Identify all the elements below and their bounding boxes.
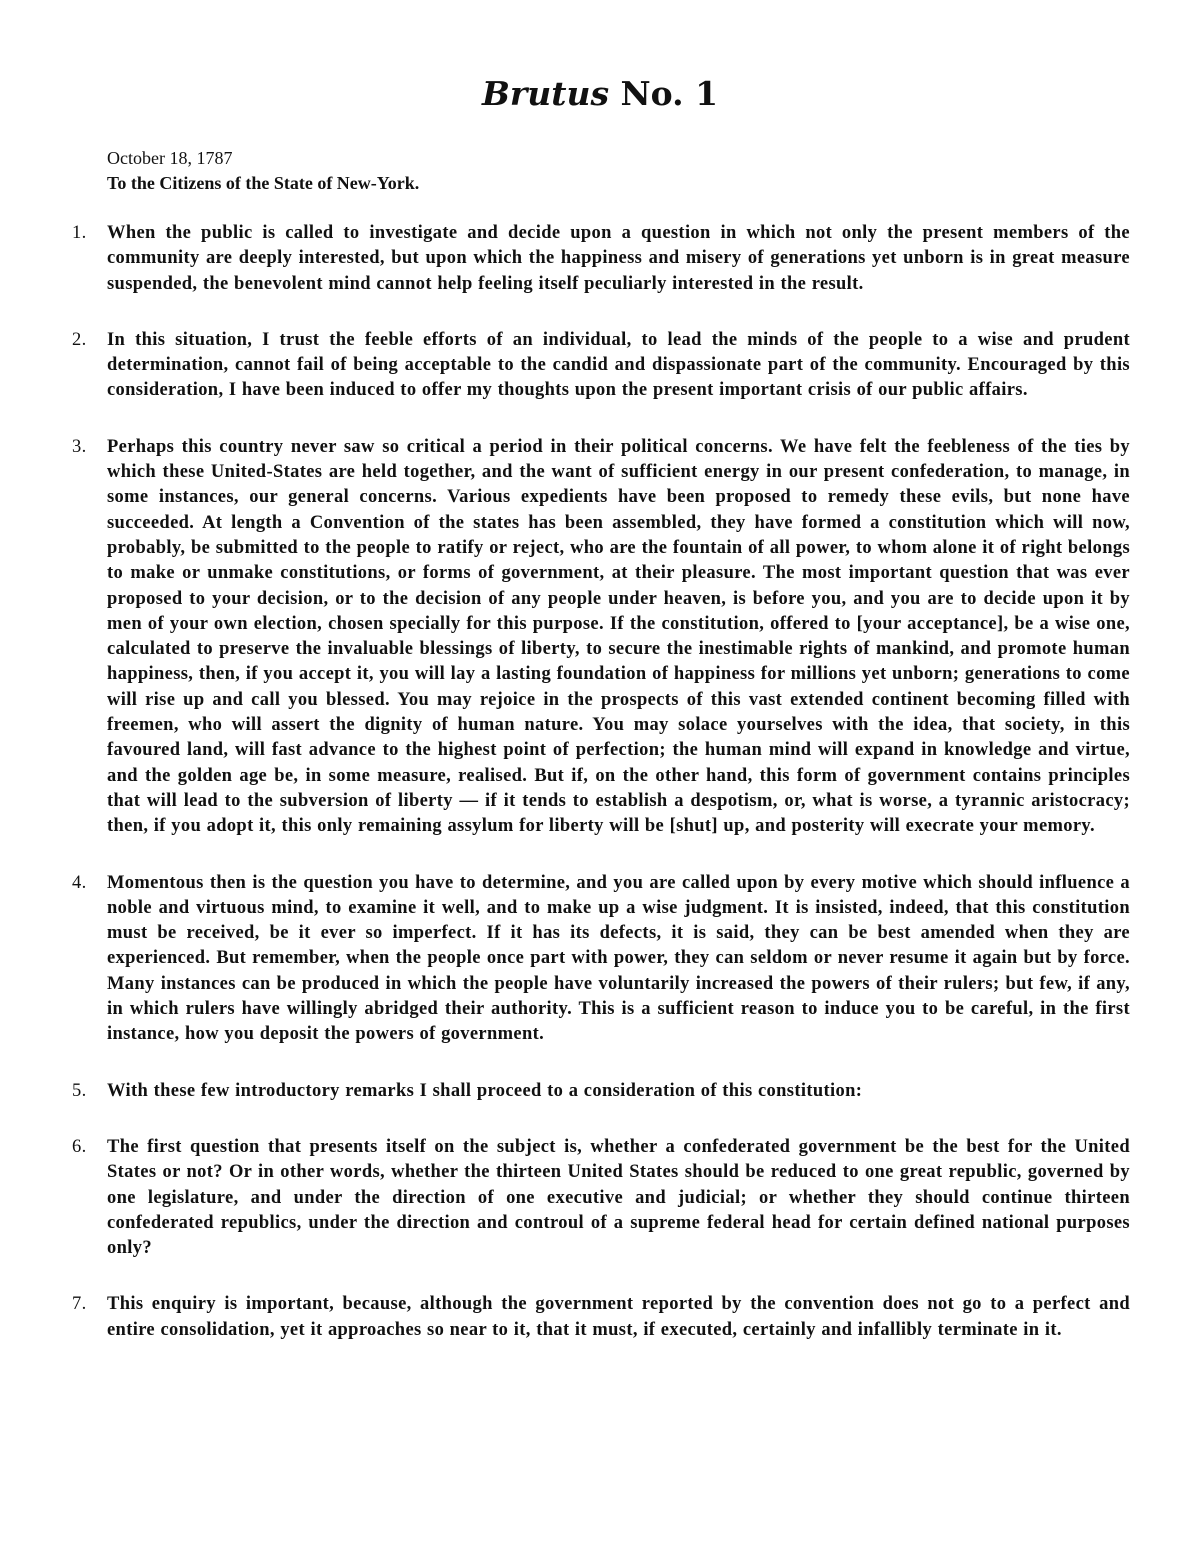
- paragraph-2: [72, 328, 1130, 404]
- paragraph-3: [72, 435, 1130, 840]
- paragraph-5: [72, 1079, 1130, 1104]
- paragraph-text: When the public is called to investigate and decide upon a question in which not only the present members of the community are deeply interested, but upon which the happiness and misery of generations yet unborn is in great measure suspended, the benevolent mind cannot help feeling itself peculiarly interested in the result.: [107, 223, 1130, 294]
- paragraph-number: 3.: [72, 436, 87, 457]
- paragraph-number: 7.: [72, 1294, 87, 1315]
- letter-date: October 18, 1787: [107, 148, 233, 168]
- paragraph-number: 2.: [72, 329, 87, 350]
- title-number-part: No. 1: [609, 74, 719, 113]
- paragraph-1: [72, 221, 1130, 297]
- document-title: [0, 72, 1200, 116]
- paragraph-text: This enquiry is important, because, although the government reported by the convention does not go to a perfect and entire consolidation, yet it approaches so near to it, that it must, if executed, certainly and infallibly terminate in it.: [107, 1294, 1130, 1340]
- paragraph-number: 5.: [72, 1080, 87, 1101]
- title-italic-part: Brutus: [481, 74, 610, 113]
- paragraph-text: Perhaps this country never saw so critical a period in their political concerns. We have felt the feebleness of the ties by which these United-States are held together, and the want of sufficient energy in our present confederation, to manage, in some instances, our general concerns. Various expedients have been proposed to remedy these evils, but none have succeeded. At length a Convention of the states has been assembled, they have formed a constitution which will now, probably, be submitted to the people to ratify or reject, who are the fountain of all power, to whom alone it of right belongs to make or unmake constitutions, or forms of government, at their pleasure. The most important question that was ever proposed to your decision, or to the decision of any people under heaven, is before you, and you are to decide upon it by men of your own election, chosen specially for this purpose. If the constitution, offered to [your acceptance], be a wise one, calculated to preserve the invaluable blessings of liberty, to secure the inestimable rights of mankind, and promote human happiness, then, if you accept it, you will lay a lasting foundation of happiness for millions yet unborn; generations to come will rise up and call you blessed. You may rejoice in the prospects of this vast extended continent becoming filled with freemen, who will assert the dignity of human nature. You may solace yourselves with the idea, that society, in this favoured land, will fast advance to the highest point of perfection; the human mind will expand in knowledge and virtue, and the golden age be, in some measure, realised. But if, on the other hand, this form of government contains principles that will lead to the subversion of liberty — if it tends to establish a despotism, or, what is worse, a tyrannic aristocracy; then, if you adopt it, this only remaining assylum for liberty will be [shut] up, and posterity will execrate your memory.: [107, 436, 1130, 837]
- paragraph-7: [72, 1292, 1130, 1343]
- paragraph-text: The first question that presents itself on the subject is, whether a confederated government be the best for the United States or not? Or in other words, whether the thirteen United States should be reduced to one great republic, governed by one legislature, and under the direction of one executive and judicial; or whether they should continue thirteen confederated republics, under the direction and controul of a supreme federal head for certain defined national purposes only?: [107, 1136, 1130, 1259]
- paragraph-6: [72, 1135, 1130, 1261]
- numbered-paragraph-list: [72, 221, 1130, 1374]
- paragraph-text: With these few introductory remarks I shall proceed to a consideration of this constitution:: [107, 1080, 863, 1101]
- letter-header: [107, 146, 419, 196]
- paragraph-number: 4.: [72, 872, 87, 893]
- letter-salutation: To the Citizens of the State of New-York.: [107, 173, 420, 193]
- paragraph-text: In this situation, I trust the feeble efforts of an individual, to lead the minds of the people to a wise and prudent determination, cannot fail of being acceptable to the candid and dispassionate part of the community. Encouraged by this consideration, I have been induced to offer my thoughts upon the present important crisis of our public affairs.: [107, 329, 1130, 401]
- paragraph-number: 1.: [72, 223, 87, 243]
- paragraph-4: [72, 871, 1130, 1048]
- paragraph-text: Momentous then is the question you have to determine, and you are called upon by every motive which should influence a noble and virtuous mind, to examine it well, and to make up a wise judgment. It is insisted, indeed, that this constitution must be received, be it ever so imperfect. If it has its defects, it is said, they can be best amended when they are experienced. But remember, when the people once part with power, they can seldom or never resume it again but by force. Many instances can be produced in which the people have voluntarily increased the powers of their rulers; but few, if any, in which rulers have willingly abridged their authority. This is a sufficient reason to induce you to be careful, in the first instance, how you deposit the powers of government.: [107, 872, 1130, 1045]
- paragraph-number: 6.: [72, 1136, 87, 1157]
